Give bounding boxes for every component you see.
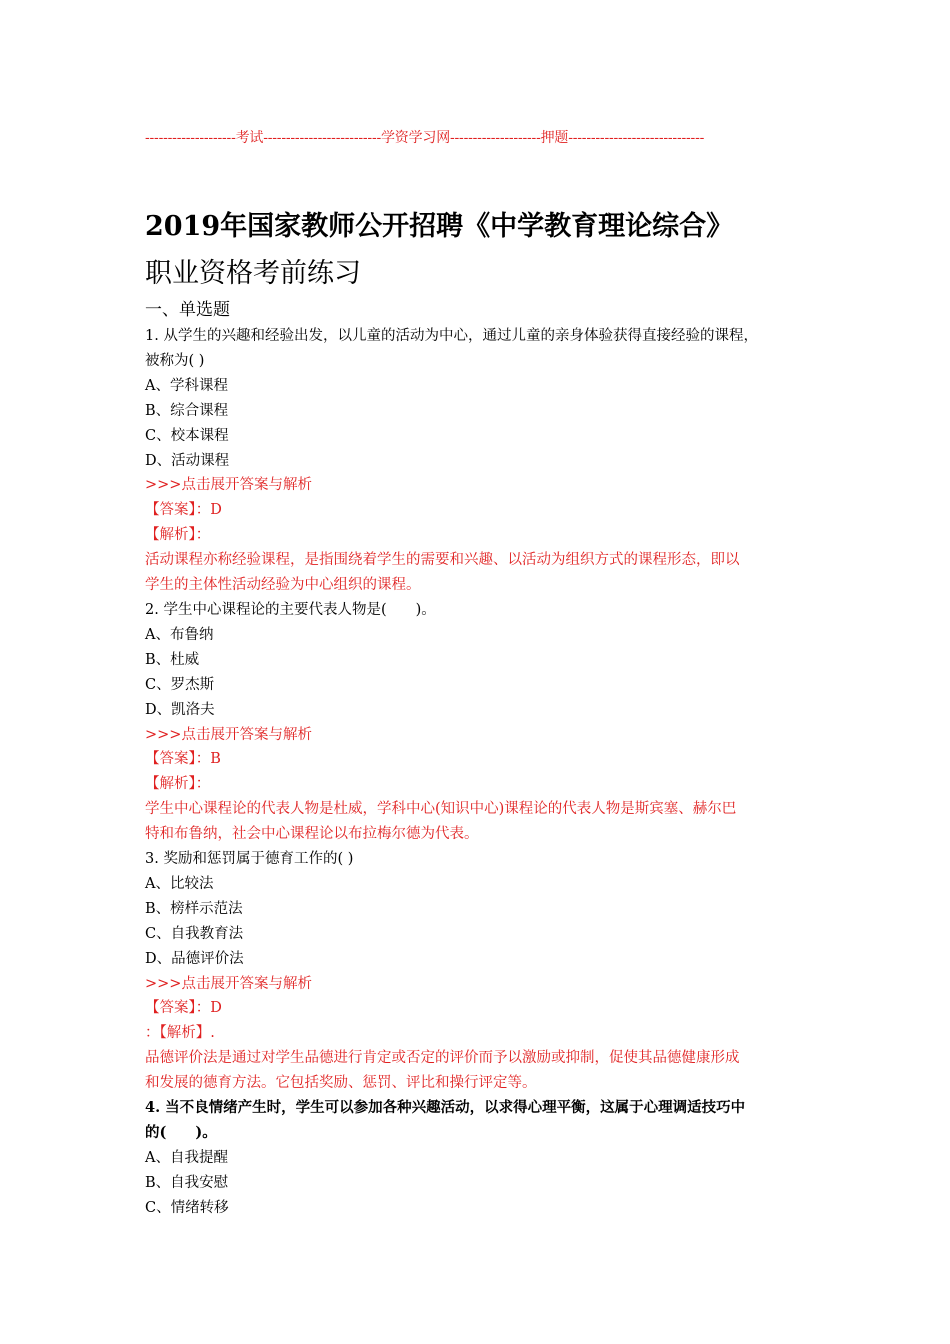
question-list [145,297,810,1221]
option-b: B、自我安慰 [145,1174,229,1191]
analysis-text: 品德评价法是通过对学生品德进行肯定或否定的评价而予以激励或抑制，促使其品德健康形成 [145,1050,740,1067]
option-d: D、品德评价法 [145,950,244,967]
analysis-label: 【解析】： [145,527,211,544]
question-4 [145,1096,810,1221]
question-stem: 1. 从学生的兴趣和经验出发，以儿童的活动为中心，通过儿童的亲身体验获得直接经验的课程， [145,328,758,344]
option-c: C、情绪转移 [145,1199,229,1216]
question-3 [145,847,810,1096]
option-d: D、凯洛夫 [145,701,215,718]
question-stem: 被称为( ) [145,352,205,369]
option-c: C、罗杰斯 [145,676,215,693]
answer: 【答案】：D [145,502,222,519]
question-stem: 4. 当不良情绪产生时，学生可以参加各种兴趣活动，以求得心理平衡，这属于心理调适技巧中 [145,1099,746,1117]
option-a: A、学科课程 [145,377,228,394]
question-stem: 2. 学生中心课程论的主要代表人物是( )。 [145,601,436,618]
question-stem: 的( )。 [145,1124,217,1141]
option-d: D、活动课程 [145,452,230,469]
section-heading: 一、单选题 [145,300,230,320]
option-a: A、比较法 [145,875,214,892]
analysis-text: 学生的主体性活动经验为中心组织的课程。 [145,577,421,594]
expand-answer-link[interactable]: >>>点击展开答案与解析 [145,726,312,743]
answer: 【答案】：B [145,751,221,768]
document-title-line-1: 2019年国家教师公开招聘《中学教育理论综合》 [145,211,734,242]
question-stem: 3. 奖励和惩罚属于德育工作的( ) [145,851,354,868]
option-a: A、布鲁纳 [145,626,214,643]
option-b: B、综合课程 [145,402,229,419]
option-b: B、榜样示范法 [145,900,243,917]
analysis-text: 学生中心课程论的代表人物是杜威，学科中心(知识中心)课程论的代表人物是斯宾塞、赫尔巴 [145,801,737,818]
option-c: C、自我教育法 [145,925,244,942]
page-header-banner: --------------------考试--------------------------学资学习网--------------------押题------------------------------ [145,130,705,146]
analysis-text: 活动课程亦称经验课程，是指围绕着学生的需要和兴趣、以活动为组织方式的课程形态，即以 [145,552,740,569]
expand-answer-link[interactable]: >>>点击展开答案与解析 [145,975,312,992]
option-a: A、自我提醒 [145,1149,228,1166]
option-b: B、杜威 [145,651,200,668]
document-title-line-2: 职业资格考前练习 [145,258,361,289]
analysis-text: 特和布鲁纳，社会中心课程论以布拉梅尔德为代表。 [145,826,479,843]
analysis-label: ：【解析】. [145,1025,215,1042]
question-1 [145,324,810,598]
option-c: C、校本课程 [145,427,229,444]
question-2 [145,598,810,847]
expand-answer-link[interactable]: >>>点击展开答案与解析 [145,477,312,494]
analysis-label: 【解析】： [145,776,211,793]
analysis-text: 和发展的德育方法。它包括奖励、惩罚、评比和操行评定等。 [145,1075,537,1092]
answer: 【答案】：D [145,1000,222,1017]
